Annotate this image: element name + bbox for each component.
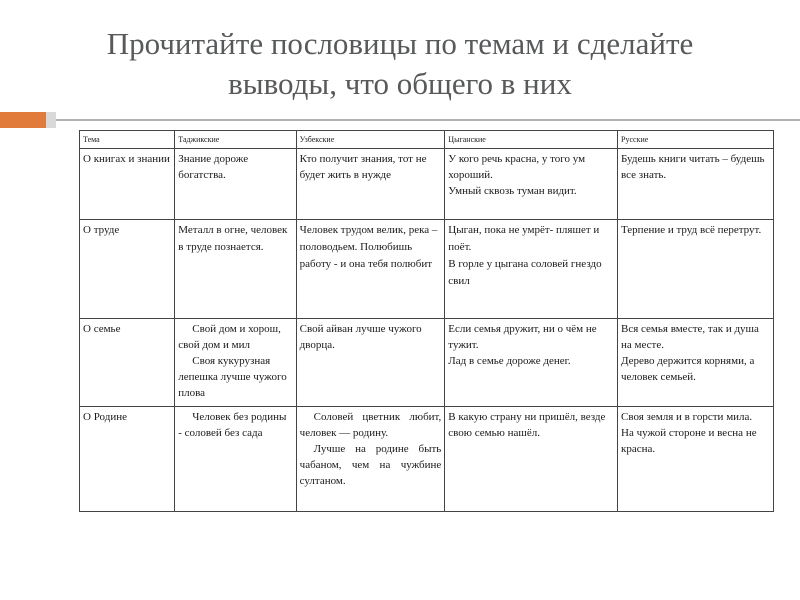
cell-uzbek — [296, 407, 445, 512]
proverb: Кто получит знания, тот не будет жить в нужде — [299, 153, 427, 181]
proverb: Свой дом и хорош, свой дом и мил — [178, 323, 281, 351]
table-row — [80, 407, 774, 512]
proverb: Лад в семье дороже денег. — [448, 355, 571, 367]
table-row — [80, 220, 774, 319]
accent-bar-secondary — [46, 112, 56, 128]
cell-theme: О семье — [80, 319, 175, 407]
proverb: У кого речь красна, у того ум хороший. — [448, 153, 586, 181]
title-divider — [56, 119, 800, 121]
proverb: Умный сквозь туман видит. — [448, 185, 577, 197]
cell-uzbek — [296, 149, 445, 220]
slide-title-line2: выводы, что общего в них — [228, 66, 572, 101]
proverb: Дерево держится корнями, а человек семьей. — [621, 355, 755, 383]
proverb: Человек без родины - соловей без сада — [178, 411, 287, 439]
cell-russian — [618, 149, 774, 220]
cell-uzbek — [296, 319, 445, 407]
cell-theme: О книгах и знании — [80, 149, 175, 220]
accent-bar — [0, 112, 46, 128]
proverbs-table — [79, 130, 774, 512]
cell-russian — [618, 220, 774, 319]
cell-gypsy — [445, 319, 618, 407]
proverb: Лучше на родине быть чабаном, чем на чужбине султаном. — [299, 443, 442, 487]
table-row — [80, 319, 774, 407]
header-theme: Тема — [80, 131, 175, 149]
proverb: Вся семья вместе, так и душа на месте. — [621, 323, 759, 351]
table-row — [80, 149, 774, 220]
cell-tajik — [175, 220, 296, 319]
header-russian: Русские — [618, 131, 774, 149]
cell-russian — [618, 319, 774, 407]
cell-theme: О Родине — [80, 407, 175, 512]
header-tajik: Таджикские — [175, 131, 296, 149]
cell-tajik — [175, 149, 296, 220]
proverb: Терпение и труд всё перетрут. — [621, 224, 762, 236]
slide-title-line1: Прочитайте пословицы по темам и сделайте — [106, 26, 694, 61]
cell-gypsy — [445, 407, 618, 512]
proverb: Своя земля и в горсти мила. — [621, 411, 753, 423]
proverb: Металл в огне, человек в труде познается. — [178, 224, 288, 253]
cell-theme: О труде — [80, 220, 175, 319]
cell-gypsy — [445, 149, 618, 220]
cell-gypsy — [445, 220, 618, 319]
proverb: На чужой стороне и весна не красна. — [621, 427, 757, 455]
proverb: В какую страну ни пришёл, везде свою семью нашёл. — [448, 411, 606, 439]
cell-russian — [618, 407, 774, 512]
table-header-row — [80, 131, 774, 149]
header-uzbek: Узбекские — [296, 131, 445, 149]
cell-tajik — [175, 407, 296, 512]
proverb: Знание дороже богатства. — [178, 153, 249, 181]
cell-tajik — [175, 319, 296, 407]
proverb: В горле у цыгана соловей гнездо свил — [448, 258, 602, 287]
header-gypsy: Цыганские — [445, 131, 618, 149]
proverb: Цыган, пока не умрёт- пляшет и поёт. — [448, 224, 600, 253]
proverb: Человек трудом велик, река – половодьем. Полюбишь работу - и она тебя полюбит — [299, 224, 438, 270]
proverb: Своя кукурузная лепешка лучше чужого плова — [178, 355, 287, 399]
proverb: Свой айван лучше чужого дворца. — [299, 323, 422, 351]
proverb: Соловей цветник любит, человек — родину. — [299, 411, 442, 439]
proverb: Если семья дружит, ни о чём не тужит. — [448, 323, 597, 351]
cell-uzbek — [296, 220, 445, 319]
proverb: Будешь книги читать – будешь все знать. — [621, 153, 765, 181]
slide-title — [40, 24, 760, 104]
